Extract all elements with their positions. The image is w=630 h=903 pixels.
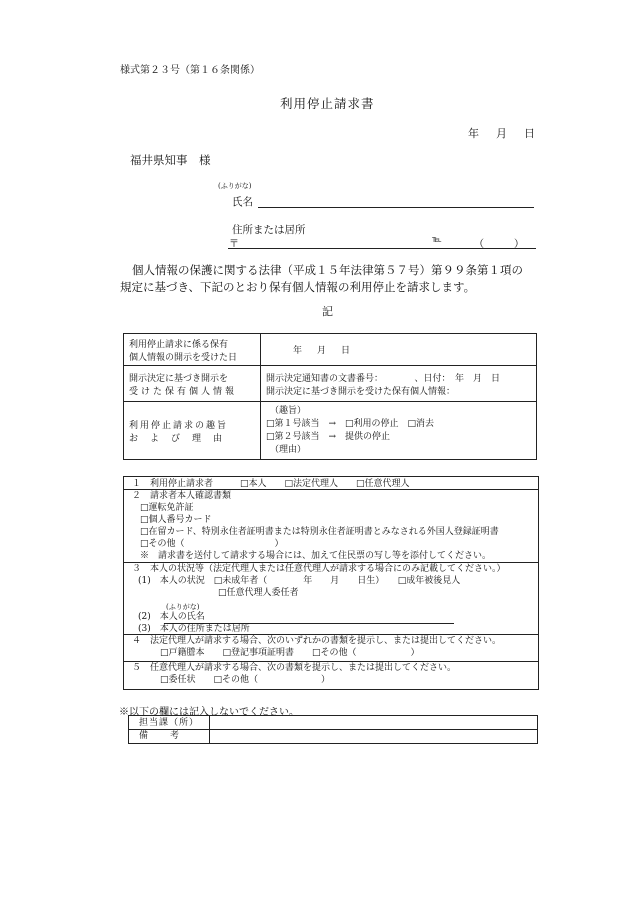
tel-mark: ℡ <box>432 235 442 245</box>
id-option-license[interactable]: □運転免許証 <box>140 503 194 513</box>
legal-rep-documents[interactable]: □戸籍謄本 □登記事項証明書 □その他（ ） <box>160 648 420 658</box>
addressee: 福井県知事 様 <box>130 153 211 167</box>
principal-address[interactable]: (3) 本人の住所または居所 <box>138 624 250 634</box>
id-note: ※ 請求書を送付して請求する場合には、加えて住民票の写し等を添付してください。 <box>140 551 492 561</box>
form-number: 様式第２３号（第１６条関係） <box>120 65 260 76</box>
request-info-table <box>123 333 537 460</box>
id-option-residence[interactable]: □在留カード、特別永住者証明書または特別永住者証明書とみなされる外国人登録証明書 <box>140 527 499 537</box>
id-option-other[interactable]: □その他（ ） <box>140 539 284 549</box>
section-5-title: ５ 任意代理人が請求する場合、次の書類を提示し、または提出してください。 <box>132 663 457 673</box>
ki-heading: 記 <box>322 305 333 318</box>
postal-mark: 〒 <box>229 239 239 250</box>
id-option-mynumber[interactable]: □個人番号カード <box>140 515 212 525</box>
office-use-note: ※以下の欄には記入しないでください。 <box>119 707 299 718</box>
disclosure-date-value[interactable]: 年 月 日 <box>261 334 537 366</box>
purpose-reason-label: 利用停止請求の趣旨 および理由 <box>124 402 261 460</box>
section-2-title: ２ 請求者本人確認書類 <box>132 491 232 501</box>
intro-line-1: 個人情報の保護に関する法律（平成１５年法律第５７号）第９９条第１項の <box>132 263 523 277</box>
requester-furigana: (ふりがな) <box>218 182 252 190</box>
principal-status[interactable]: (1) 本人の状況 □未成年者（ 年 月 日生） □成年被後見人 <box>138 576 461 586</box>
section-4-title: ４ 法定代理人が請求する場合、次のいずれかの書類を提示し、または提出してください。 <box>132 636 502 646</box>
purpose-reason-value[interactable]: （趣旨） □第１号該当 → □利用の停止 □消去 □第２号該当 → 提供の停止 （理由） <box>261 402 537 460</box>
page-title: 利用停止請求書 <box>280 96 375 111</box>
proxy-documents[interactable]: □委任状 □その他（ ） <box>160 675 331 685</box>
office-use-table <box>128 715 538 744</box>
principal-status-proxy[interactable]: □任意代理人委任者 <box>218 588 299 598</box>
requester-address-label: 住所または居所 <box>232 224 306 236</box>
disclosed-info-label: 開示決定に基づき開示を 受けた保有個人情報 <box>124 366 261 402</box>
disclosed-info-value[interactable]: 開示決定通知書の文書番号： 、日付： 年 月 日 開示決定に基づき開示を受けた保有個人情報： <box>261 366 537 402</box>
requester-name-line[interactable] <box>258 207 534 208</box>
requester-address-line[interactable] <box>228 248 536 249</box>
principal-furigana: (ふりがな) <box>166 603 200 611</box>
principal-name[interactable]: (2) 本人の氏名 <box>138 612 205 622</box>
office-use-remarks: 備考 <box>139 731 202 741</box>
tel-paren: （ ） <box>474 239 524 250</box>
requester-name-label: 氏名 <box>232 196 253 208</box>
section-3-title: ３ 本人の状況等（法定代理人または任意代理人が請求する場合にのみ記載してください。） <box>132 564 506 574</box>
disclosure-date-label: 利用停止請求に係る保有 個人情報の開示を受けた日 <box>124 334 261 366</box>
section-1-requester-type[interactable]: １ 利用停止請求者 □本人 □法定代理人 □任意代理人 <box>132 479 410 489</box>
requester-details-box <box>123 476 539 690</box>
request-date: 年 月 日 <box>468 127 538 140</box>
office-use-department: 担当課（所） <box>139 718 200 728</box>
intro-line-2: 規定に基づき、下記のとおり保有個人情報の利用停止を請求します。 <box>120 280 476 294</box>
